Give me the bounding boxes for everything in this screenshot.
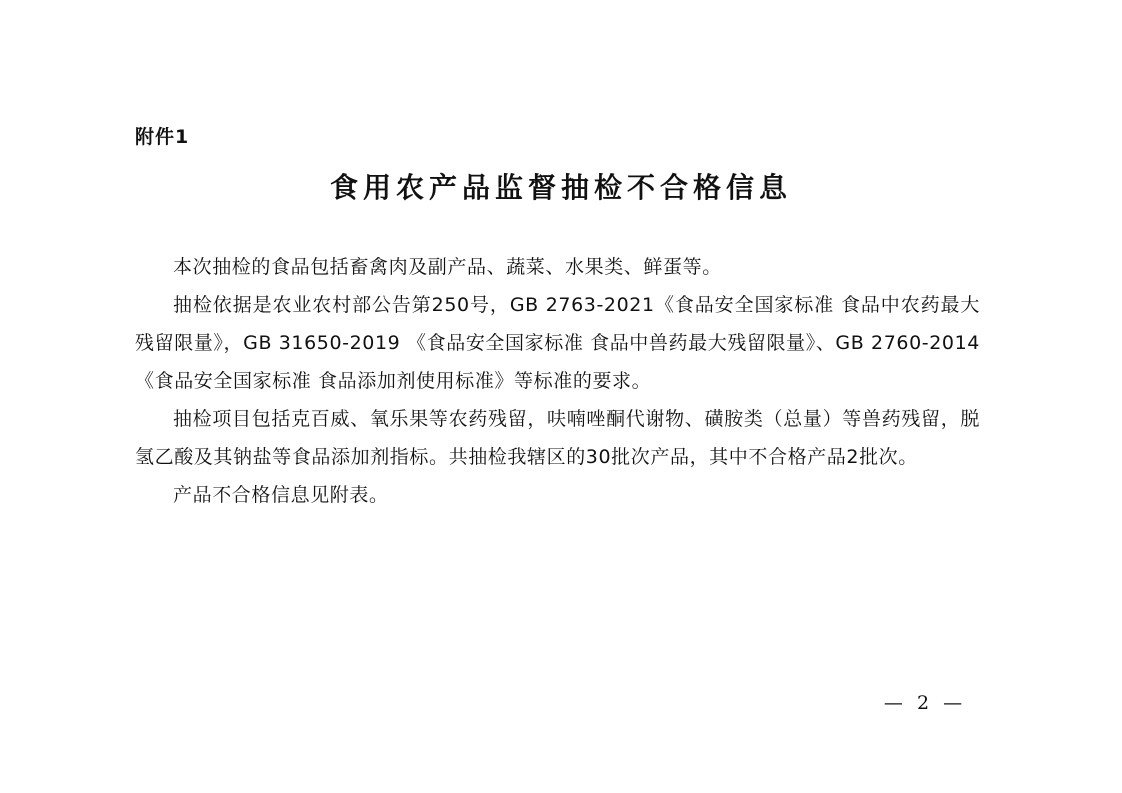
document-title: 食用农产品监督抽检不合格信息 <box>329 171 792 204</box>
page-number: — 2 — <box>883 692 967 714</box>
paragraph-items: 抽检项目包括克百威、氧乐果等农药残留，呋喃唑酮代谢物、磺胺类（总量）等兽药残留，脱氢乙酸及其钠盐等食品添加剂指标。共抽检我辖区的30批次产品，其中不合格产品2批次。 <box>135 408 980 468</box>
paragraph-scope: 本次抽检的食品包括畜禽肉及副产品、蔬菜、水果类、鲜蛋等。 <box>173 256 722 278</box>
attachment-label: 附件1 <box>135 126 190 148</box>
paragraph-basis: 抽检依据是农业农村部公告第250号，GB 2763-2021《食品安全国家标准 食品中农药最大残留限量》，GB 31650-2019 《食品安全国家标准 食品中兽药最大残留限量》、GB 2760-2014《食品安全国家标准 食品添加剂使用标准》等标准的要求。 <box>135 294 980 392</box>
document-body <box>135 248 980 514</box>
paragraph-reference: 产品不合格信息见附表。 <box>173 484 389 506</box>
